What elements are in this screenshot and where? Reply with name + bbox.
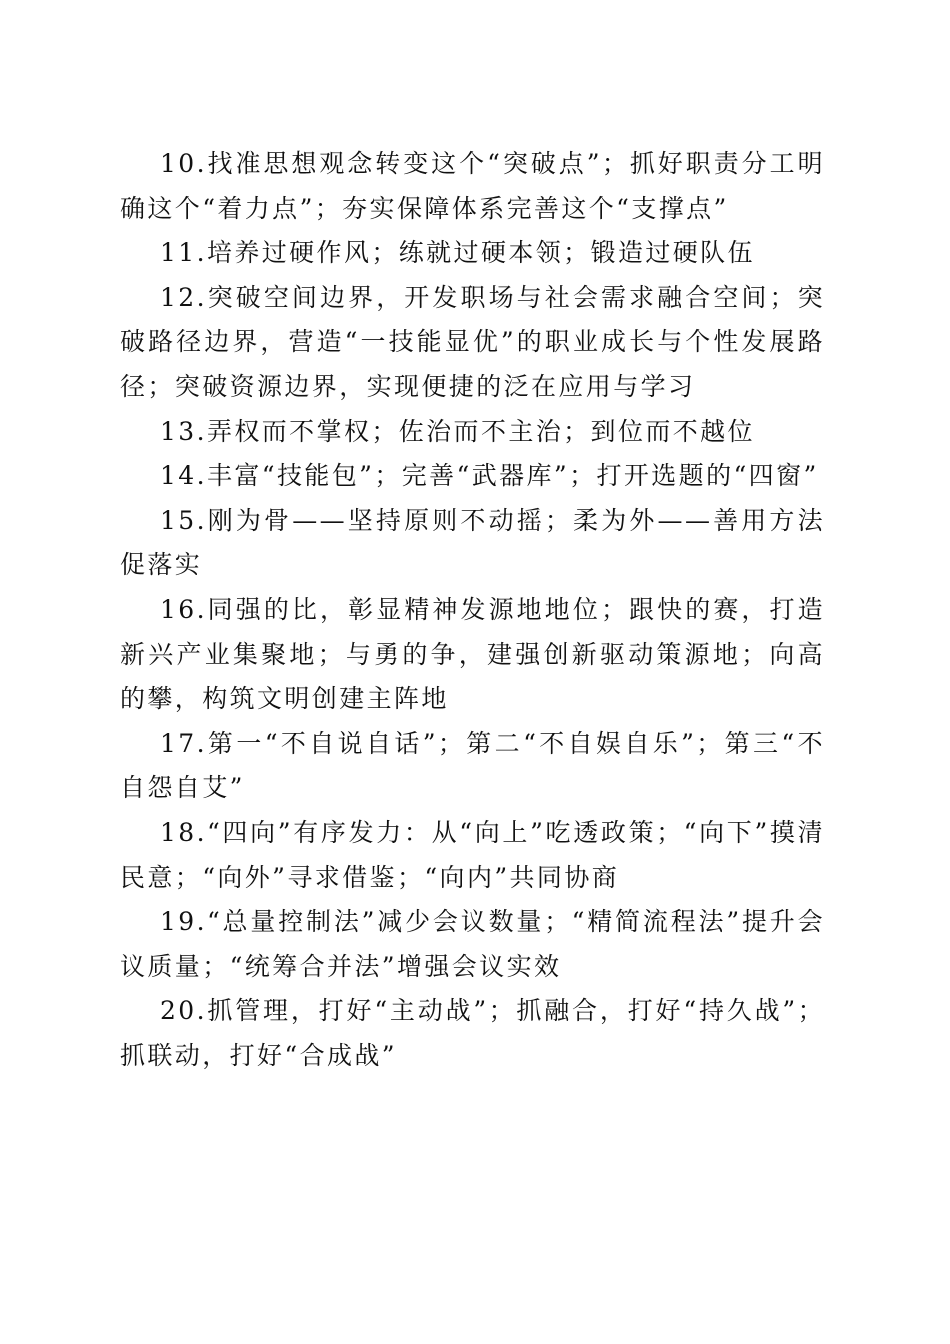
paragraph-13: 13.弄权而不掌权；佐治而不主治；到位而不越位 (160, 416, 755, 446)
paragraph-11: 11.培养过硬作风；练就过硬本领；锻造过硬队伍 (160, 238, 755, 268)
paragraph-14: 14.丰富“技能包”；完善“武器库”；打开选题的“四窗” (160, 461, 819, 491)
paragraph-15: 15.刚为骨——坚持原则不动摇；柔为外——善用方法促落实 (120, 505, 825, 580)
paragraph-10: 10.找准思想观念转变这个“突破点”；抓好职责分工明确这个“着力点”；夯实保障体系完善这个“支撑点” (120, 149, 825, 223)
paragraph-17: 17.第一“不自说自话”；第二“不自娱自乐”；第三“不自怨自艾” (120, 728, 825, 803)
paragraph-18: 18.“四向”有序发力：从“向上”吃透政策；“向下”摸清民意；“向外”寻求借鉴；“向内”共同协商 (120, 817, 825, 892)
paragraph-20: 20.抓管理，打好“主动战”；抓融合，打好“持久战”；抓联动，打好“合成战” (120, 996, 825, 1070)
paragraph-12: 12.突破空间边界，开发职场与社会需求融合空间；突破路径边界，营造“一技能显优”的职业成长与个性发展路径；突破资源边界，实现便捷的泛在应用与学习 (120, 282, 825, 401)
paragraph-19: 19.“总量控制法”减少会议数量；“精简流程法”提升会议质量；“统筹合并法”增强会议实效 (120, 907, 825, 981)
paragraph-16: 16.同强的比，彰显精神发源地地位；跟快的赛，打造新兴产业集聚地；与勇的争，建强创新驱动策源地；向高的攀，构筑文明创建主阵地 (120, 594, 825, 714)
document-body (120, 142, 825, 1078)
